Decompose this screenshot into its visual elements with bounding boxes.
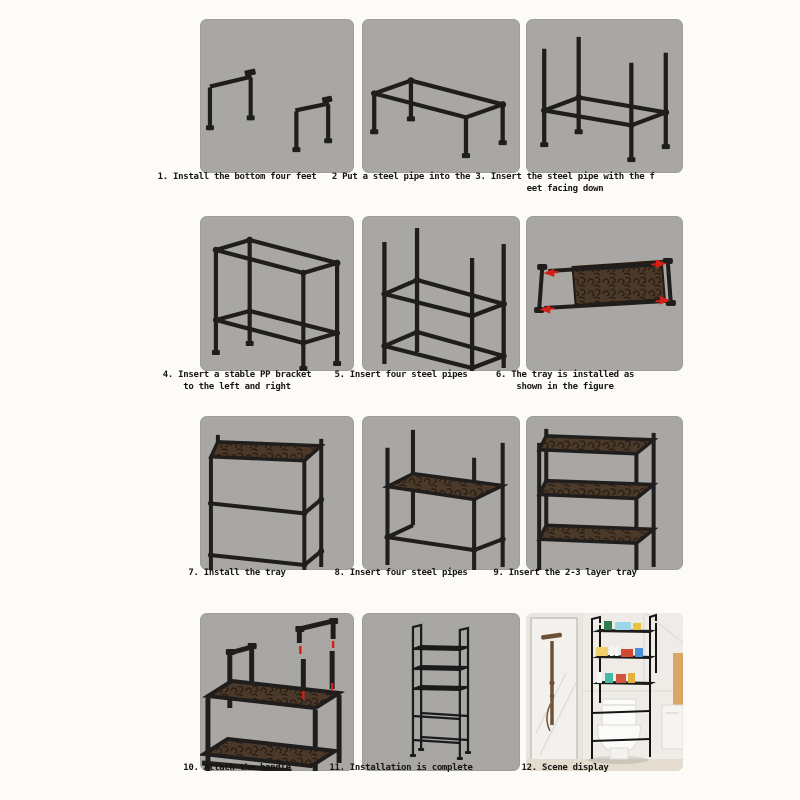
- step-9-caption: [450, 568, 680, 580]
- step-12-caption: [450, 763, 680, 775]
- tray-fabric: [539, 481, 653, 499]
- step-3-illustration: [526, 19, 683, 173]
- caption-line: shown in the figure: [516, 381, 614, 392]
- tray-fabric: [211, 442, 321, 461]
- caption-line: 7. Install the tray: [188, 568, 286, 578]
- step-4-panel: [200, 216, 354, 371]
- step-6-caption: [450, 370, 680, 393]
- caption-line: 9. Insert the 2-3 layer tray: [493, 568, 637, 578]
- handle-being-attached: [299, 621, 333, 643]
- frame-with-pipes-up: [387, 430, 502, 570]
- step-4-illustration: [200, 216, 354, 371]
- step-12-scene-photo: [526, 613, 683, 771]
- box-frame: [216, 240, 337, 368]
- caption-line: 12. Scene display: [521, 763, 609, 773]
- complete-rack: [413, 625, 468, 758]
- step-3-panel: [526, 19, 683, 173]
- step-1-illustration: [200, 19, 354, 173]
- step-8-panel: [362, 416, 520, 570]
- pipe-pieces: [210, 77, 329, 150]
- step-6-illustration: [526, 216, 683, 371]
- tray-stack: [539, 436, 653, 543]
- step-7-illustration: [200, 416, 354, 570]
- right-handle: [460, 628, 468, 646]
- step-11-illustration: [362, 613, 520, 771]
- shower-enclosure: [526, 613, 582, 771]
- caption-line: eet facing down: [526, 183, 604, 194]
- step-2-panel: [362, 19, 520, 173]
- caption-line: 10. Attach the handle: [183, 763, 291, 773]
- step-6-panel: [526, 216, 683, 371]
- step-10-panel: [200, 613, 354, 771]
- step-3-caption: [450, 172, 680, 195]
- caption-line: 4. Insert a stable PP bracket: [162, 370, 312, 380]
- step-1-panel: [200, 19, 354, 173]
- tray-fabric: [387, 474, 502, 500]
- feet: [410, 748, 471, 760]
- step-9-illustration: [526, 416, 683, 570]
- step-5-illustration: [362, 216, 520, 371]
- caption-line: 11. Installation is complete: [329, 763, 473, 773]
- step-7-panel: [200, 416, 354, 570]
- step-9-panel: [526, 416, 683, 570]
- step-2-illustration: [362, 19, 520, 173]
- step-10-illustration: [200, 613, 354, 771]
- tray-fabric: [539, 525, 653, 543]
- step-5-panel: [362, 216, 520, 371]
- frame-with-pipes-up: [544, 37, 666, 159]
- step-11-panel: [362, 613, 520, 771]
- caption-line: 1. Install the bottom four feet: [157, 172, 317, 182]
- caption-line: 8. Insert four steel pipes: [334, 568, 468, 578]
- step-12-panel: [526, 613, 683, 771]
- base-frame: [374, 81, 502, 156]
- caption-line: 5. Insert four steel pipes: [334, 370, 468, 380]
- caption-line: 6. The tray is installed as: [495, 370, 635, 380]
- caption-line: to the left and right: [183, 381, 291, 392]
- pipe-joints: [212, 237, 341, 371]
- caption-line: 3. Insert the steel pipe with the f: [475, 172, 655, 182]
- frame-with-pipes-up: [384, 228, 503, 371]
- caption-line: 2 Put a steel pipe into the: [331, 172, 471, 182]
- wood-accent-panel: [673, 653, 683, 705]
- tray-fabric: [539, 436, 653, 454]
- pp-bracket-rails: [216, 311, 337, 333]
- step-8-illustration: [362, 416, 520, 570]
- vanity-cabinet: [662, 705, 683, 749]
- left-handle: [413, 625, 421, 643]
